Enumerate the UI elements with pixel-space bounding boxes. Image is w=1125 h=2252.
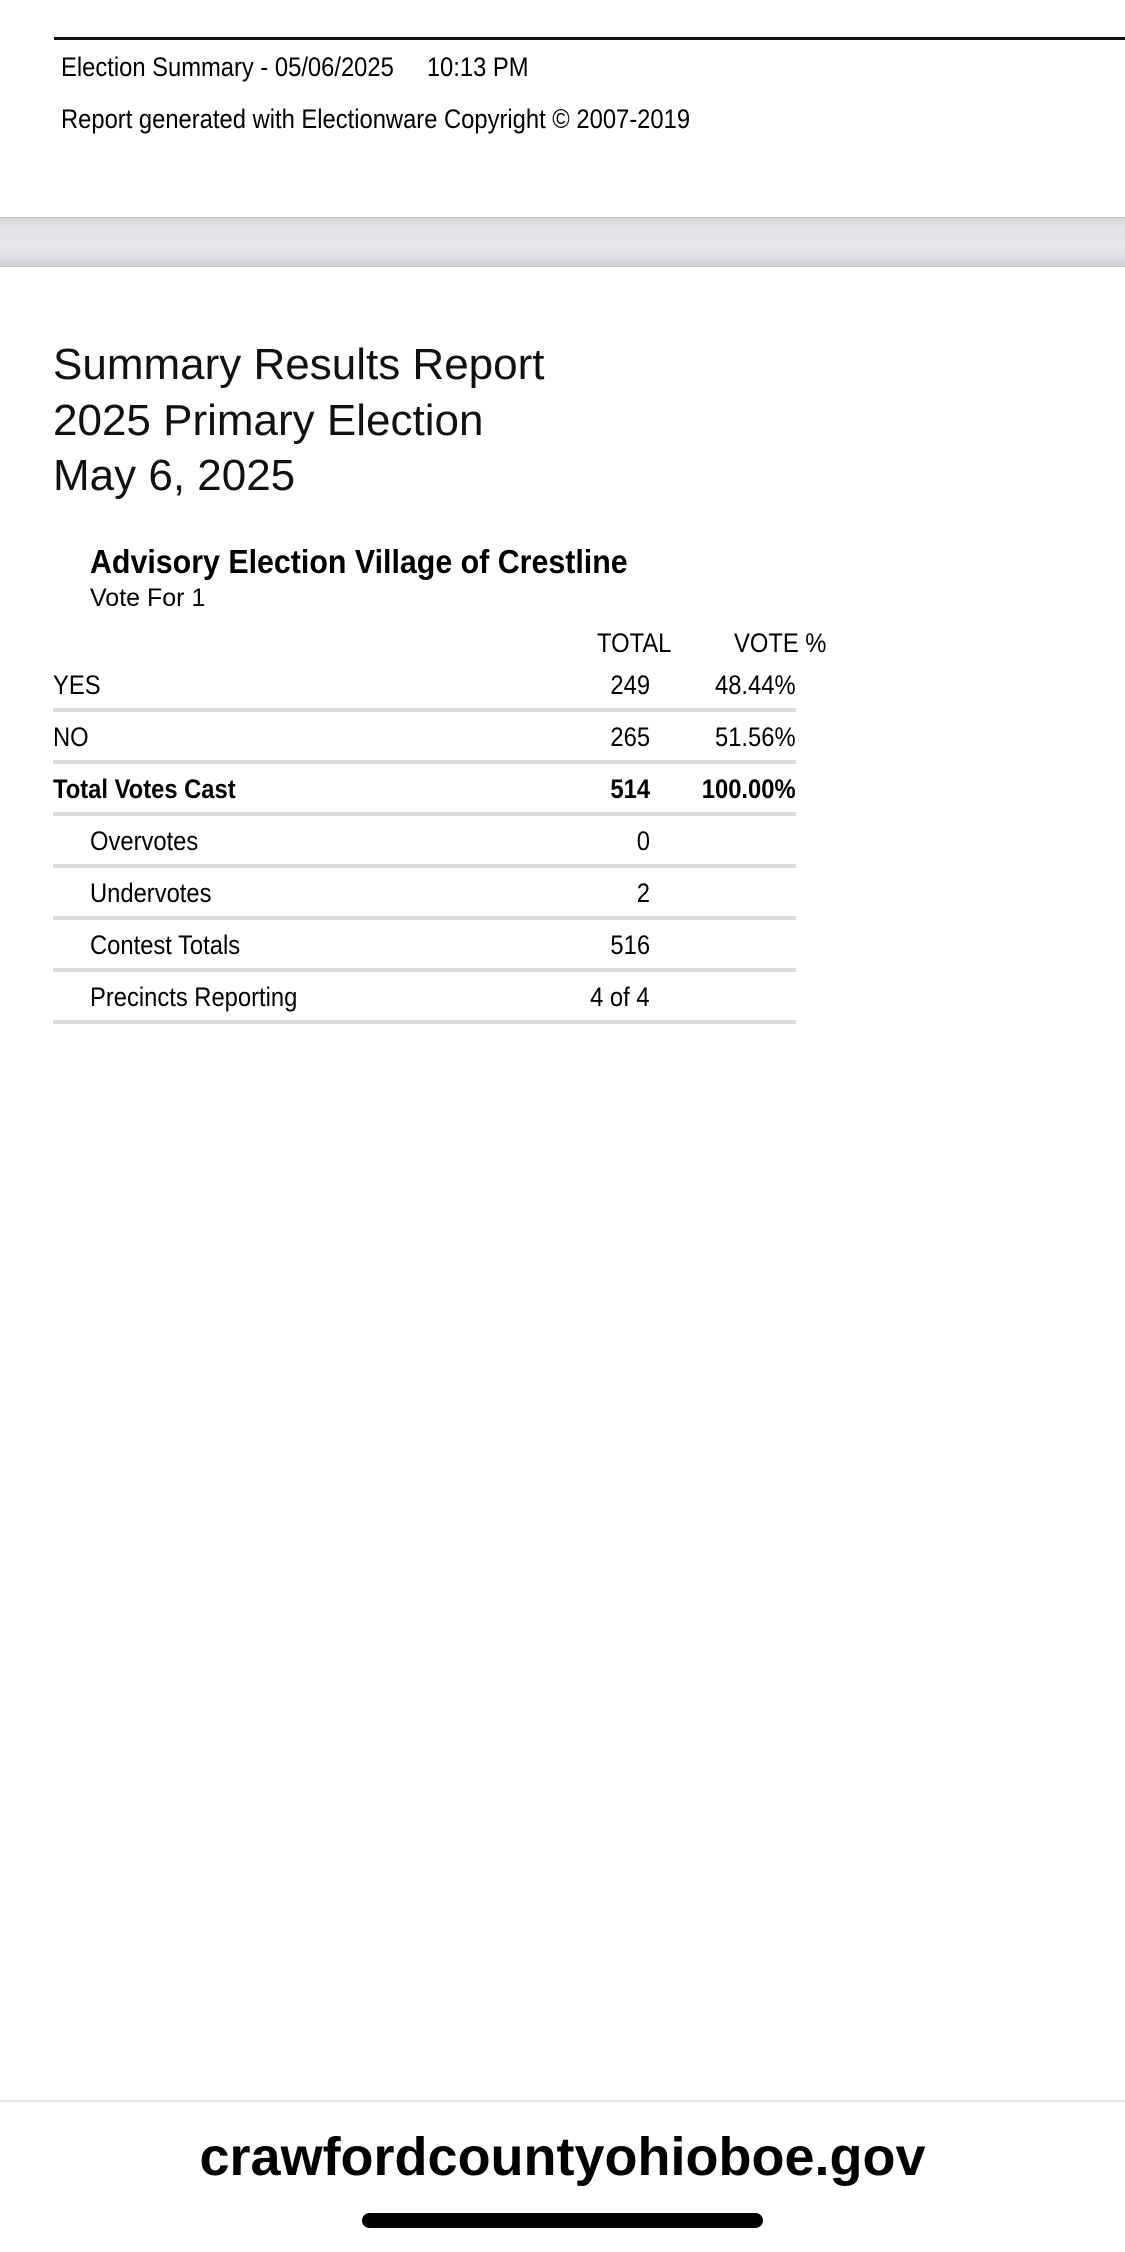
contest-title: Advisory Election Village of Crestline bbox=[90, 543, 628, 580]
vote-for-label: Vote For 1 bbox=[90, 584, 206, 612]
report-top-rule bbox=[54, 37, 1125, 40]
row-label: Precincts Reporting bbox=[90, 982, 298, 1012]
result-row-no bbox=[53, 712, 796, 764]
row-label: YES bbox=[53, 670, 101, 700]
row-total: 2 bbox=[636, 878, 650, 908]
row-vote-pct: 48.44% bbox=[715, 670, 796, 700]
result-row-precincts-reporting bbox=[53, 972, 796, 1024]
site-url-link[interactable]: crawfordcountyohioboe.gov bbox=[199, 2127, 926, 2187]
row-total: 516 bbox=[610, 930, 650, 960]
column-header-vote-pct: VOTE % bbox=[734, 628, 827, 658]
row-vote-pct: 100.00% bbox=[702, 774, 796, 804]
result-row-total-votes-cast bbox=[53, 764, 796, 816]
report-title: Summary Results Report bbox=[53, 340, 545, 389]
row-total: 514 bbox=[610, 774, 650, 804]
row-label: Contest Totals bbox=[90, 930, 241, 960]
result-row-yes bbox=[53, 660, 796, 712]
footer-divider bbox=[0, 2100, 1125, 2102]
row-label: Undervotes bbox=[90, 878, 212, 908]
row-vote-pct: 51.56% bbox=[715, 722, 796, 752]
result-row-undervotes bbox=[53, 868, 796, 920]
row-label: NO bbox=[53, 722, 89, 752]
copyright-line: Report generated with Electionware Copyright © 2007-2019 bbox=[61, 104, 691, 134]
election-date: May 6, 2025 bbox=[53, 451, 296, 500]
election-summary-line: Election Summary - 05/06/2025 10:13 PM bbox=[61, 52, 529, 82]
page-break-band bbox=[0, 217, 1125, 267]
row-label: Total Votes Cast bbox=[53, 774, 236, 804]
column-header-total: TOTAL bbox=[597, 628, 672, 658]
row-total: 265 bbox=[610, 722, 650, 752]
result-row-contest-totals bbox=[53, 920, 796, 972]
row-total: 249 bbox=[610, 670, 650, 700]
row-label: Overvotes bbox=[90, 826, 199, 856]
result-row-overvotes bbox=[53, 816, 796, 868]
row-divider bbox=[53, 1020, 796, 1024]
row-total: 0 bbox=[636, 826, 650, 856]
election-name: 2025 Primary Election bbox=[53, 396, 484, 445]
row-total: 4 of 4 bbox=[590, 982, 650, 1012]
home-indicator[interactable] bbox=[362, 2213, 763, 2228]
